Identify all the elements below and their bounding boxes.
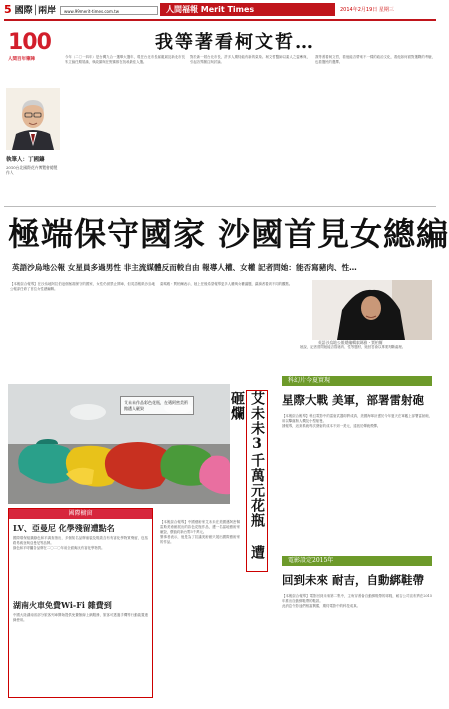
tech-box-headline-1: LV、亞曼尼 化學殘留遭點名 [13, 523, 115, 533]
vases-photo [8, 384, 230, 504]
tech-box-kicker: 國際櫥窗 [9, 509, 152, 519]
editor-photo-caption: 英語沙烏地公報總編輯索瑪雅・賈柏爾 [318, 340, 383, 345]
column-headline: 我等著看柯文哲… [155, 32, 315, 53]
vases-photo-caption: 艾未未作品彩色花瓶，在邁阿密美術館遭人砸毀 [120, 396, 194, 415]
sci-headline: 星際大戰 美軍，部署雷射砲 [282, 393, 425, 407]
sci-kicker: 科幻片今夏實現 [282, 376, 432, 386]
author-bio: 2010台北國際花卉博覽會總製作人 [6, 165, 58, 175]
tech-box [8, 508, 153, 698]
shoe-paragraph: 【本報綜合報導】電影回到未來第二集中，主角穿著會自動綁鞋帶的球鞋，耐吉公司宣布將在2015年推出自動綁鞋帶的鞋款。 [282, 594, 432, 603]
feature-body-3 [300, 345, 430, 375]
tech-box-headline-2: 湖南火車免費Wi-Fi 雜費到 [13, 600, 112, 610]
feature-headline: 極端保守國家 沙國首見女總編 [8, 215, 449, 253]
feature-body-1 [10, 282, 155, 382]
masthead: 人間福報 Merit Times [160, 3, 335, 16]
author-label: 執筆人：丁國鑄 [6, 157, 45, 163]
shoe-headline: 回到未來 耐吉，自動綁鞋帶 [282, 573, 425, 587]
sci-body [282, 414, 432, 552]
art-paragraph: 【本報綜合報導】中國藝術家艾未未在美國邁阿密佩雷斯美術館展出的彩色花瓶作品，遭一名當地藝術家砸毀，價值約新台幣3千萬元。 [160, 520, 240, 534]
column-body-3 [315, 55, 435, 205]
shoe-kicker: 電影設定2015年 [282, 556, 432, 566]
art-paragraph: 肇事者表示，他是為了抗議美術館只展出國際藝術家的作品。 [160, 535, 240, 544]
feature-body-2 [160, 282, 300, 382]
tech-paragraph: 國際環保組織綠色和平調查指出，多個知名品牌童裝及鞋款含有有害化學物質殘留，包括路易威登與亞曼尼等品牌。 [13, 536, 148, 545]
feature-paragraph: 她說，記者曾問她能否寫豬肉、性等題材，她回答會以專業判斷處理。 [300, 345, 406, 349]
page-number: 5 [4, 3, 12, 16]
tech-box-body-1 [9, 536, 152, 594]
site-url: www.99merit-times.com.tw [60, 6, 158, 15]
section-divider [4, 206, 436, 207]
page-header [4, 3, 56, 16]
art-headline: 艾未未3千萬元花瓶 遭砸爛 [246, 390, 268, 572]
logo-number: 100 [8, 30, 51, 55]
tech-paragraph: 中國大陸湖南省部分旅客列車開始提供免費無線上網服務，旅客可透過手機等行動裝置連線使用。 [13, 613, 148, 622]
column-logo [8, 30, 58, 70]
column-body-2 [190, 55, 310, 205]
editor-photo [312, 280, 432, 340]
author-photo [6, 88, 60, 150]
shoe-body [282, 594, 432, 694]
feature-subheadline: 英語沙烏地公報 女星員多過男性 非主流媒體反而較自由 報導人權、女權 記者問她：能否寫豬肉、性… [12, 263, 357, 272]
art-body [160, 520, 240, 640]
shoe-paragraph: 此消息令影迷們相當興奮，期待電影中的科技成真。 [282, 604, 360, 608]
header-rule [4, 19, 436, 21]
feature-paragraph: 索瑪雅・賈柏爾表示，她上任後希望報導更多人權與女權議題，讓讀者看到不同的觀點。 [160, 282, 293, 286]
column-paragraph: 今年（二〇一四年）是台灣九合一選舉大選年，現任台北市長郝龍斌及新北市長朱立倫任期屆滿，執政黨與在野黨都在找尋最佳人選。 [65, 55, 185, 64]
feature-paragraph: 【本報綜合報導】在沙烏地阿拉伯這個極端保守的國家，女性仍被禁止開車，但英語報紙沙烏地公報卻任命了首位女性總編輯。 [10, 282, 155, 291]
sci-paragraph: 【本報綜合報導】科幻電影中的雷射武器即將成真，美國海軍計畫於今年夏天在軍艦上部署雷射砲，用以擊落無人機及小型船隻。 [282, 414, 432, 423]
sci-paragraph: 據報導，這套系統每次發射的成本不到一美元，遠低於傳統飛彈。 [282, 424, 381, 428]
logo-caption: 人間百年筆陣 [8, 57, 35, 62]
section-name: 國際│兩岸 [14, 6, 57, 16]
column-body-1 [65, 55, 185, 205]
tech-box-body-2 [9, 613, 152, 673]
tech-paragraph: 綠色和平呼籲各品牌在二〇二〇年前全面淘汰有害化學物質。 [13, 546, 105, 550]
column-paragraph: 我等著看柯文哲，看他能否帶來不一樣的政治文化，看他如何面對選戰的考驗，也看選民的選擇。 [315, 55, 435, 64]
issue-date: 2014年2月19日 星期三 [340, 7, 394, 13]
column-paragraph: 對於新一屆台北市長，許多人期待能有新的氣象。柯文哲醫師以素人之姿參與，引起各界關注與討論。 [190, 55, 310, 64]
